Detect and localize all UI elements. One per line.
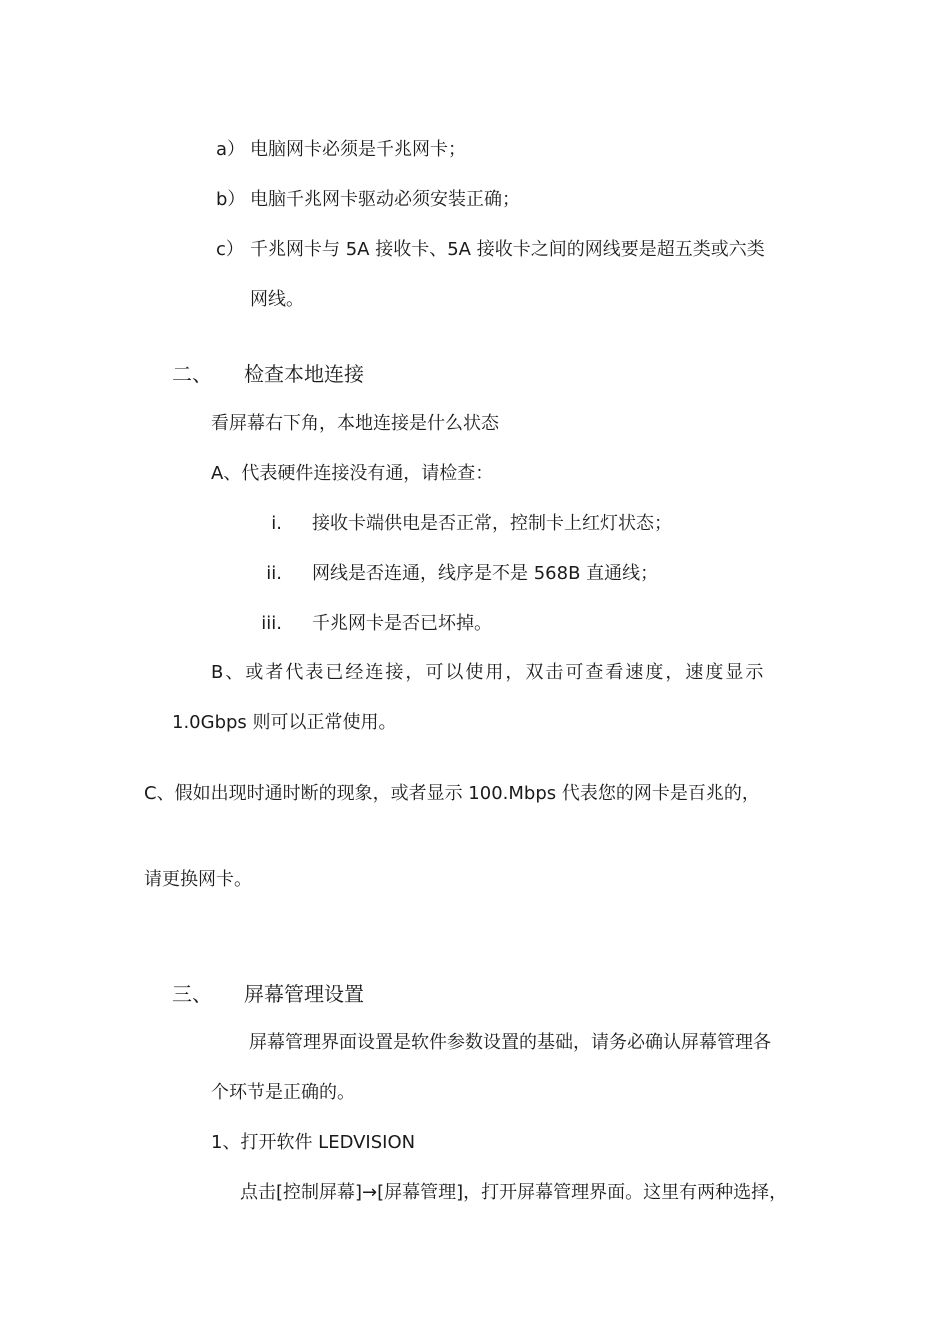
section-2-intro: 看屏幕右下角，本地连接是什么状态 [211, 413, 499, 434]
section-2-c-line-1: C、假如出现时通时断的现象，或者显示 100.Mbps 代表您的网卡是百兆的， [144, 783, 760, 804]
sub-item-marker-i: i. [271, 513, 282, 534]
section-2-b-line-1: B、或者代表已经连接，可以使用，双击可查看速度，速度显示 [211, 662, 766, 683]
section-3-number: 三、 [172, 982, 212, 1006]
section-3-para-line-1: 屏幕管理界面设置是软件参数设置的基础，请务必确认屏幕管理各 [249, 1032, 771, 1053]
sub-item-marker-ii: ii. [266, 563, 282, 584]
sub-item-text-i: 接收卡端供电是否正常，控制卡上红灯状态； [312, 513, 672, 534]
list-item-b-text: 电脑千兆网卡驱动必须安装正确； [250, 189, 520, 210]
list-marker-b: b） [216, 189, 246, 210]
section-2-a-line: A、代表硬件连接没有通，请检查： [211, 463, 494, 484]
sub-item-marker-iii: iii. [261, 613, 282, 634]
section-3-step-1: 1、打开软件 LEDVISION [211, 1132, 416, 1153]
sub-item-text-iii: 千兆网卡是否已坏掉。 [312, 613, 492, 634]
list-item-c-text-cont: 网线。 [250, 289, 304, 310]
section-3-step-1-text: 点击[控制屏幕]→[屏幕管理]，打开屏幕管理界面。这里有两种选择， [240, 1182, 788, 1203]
list-item-a-text: 电脑网卡必须是千兆网卡； [250, 139, 466, 160]
sub-item-text-ii: 网线是否连通，线序是不是 568B 直通线； [312, 563, 659, 584]
section-3-para-line-2: 个环节是正确的。 [211, 1082, 355, 1103]
section-2-number: 二、 [172, 362, 212, 386]
section-3-title: 屏幕管理设置 [244, 982, 364, 1006]
list-marker-a: a） [216, 139, 246, 160]
list-marker-c: c） [216, 239, 244, 260]
section-2-title: 检查本地连接 [244, 362, 364, 386]
section-2-c-line-2: 请更换网卡。 [144, 869, 252, 890]
section-2-b-line-2: 1.0Gbps 则可以正常使用。 [172, 712, 397, 733]
list-item-c-text: 千兆网卡与 5A 接收卡、5A 接收卡之间的网线要是超五类或六类 [250, 239, 765, 260]
